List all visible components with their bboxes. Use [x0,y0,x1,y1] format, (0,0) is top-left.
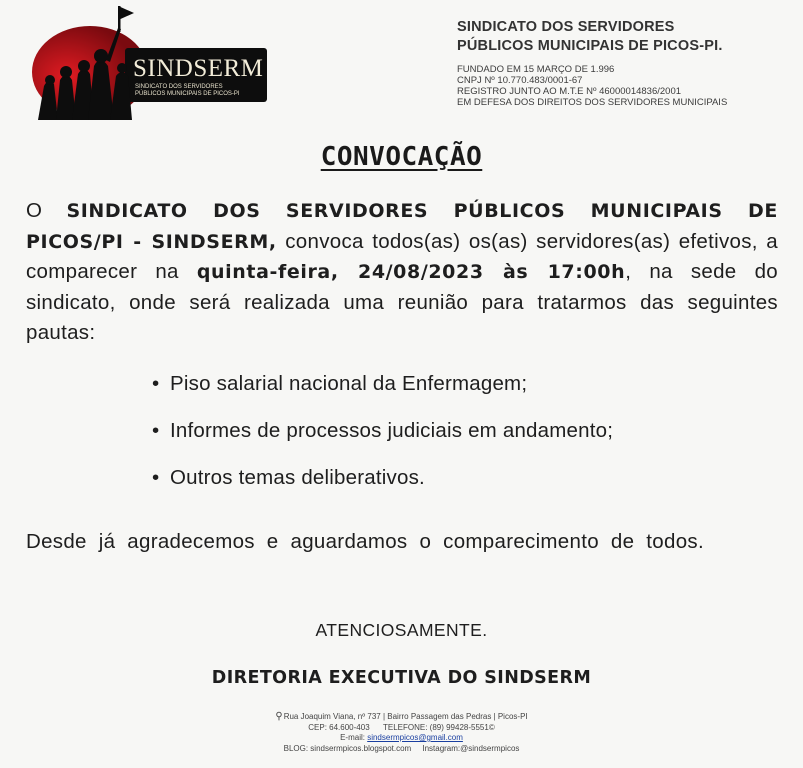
footer [0,712,803,754]
intro-text: O [26,199,67,222]
location-pin-icon: ⚲ [275,711,283,722]
org-fact: EM DEFESA DOS DIREITOS DOS SERVIDORES MUNICIPAIS [457,97,728,108]
footer-email-label: E-mail: [340,733,368,742]
logo-subtitle [135,84,267,98]
closing-paragraph: Desde já agradecemos e aguardamos o comparecimento de todos. [26,530,704,553]
footer-address: Rua Joaquim Viana, nº 737 | Bairro Passagem das Pedras | Picos-PI [283,712,528,721]
logo-subtitle-line: PÚBLICOS MUNICIPAIS DE PICOS-PI [135,91,240,97]
footer-address-line [0,712,803,723]
logo-subtitle-line: SINDICATO DOS SERVIDORES [135,84,223,90]
org-name-line: SINDICATO DOS SERVIDORES [457,19,675,35]
org-fact: REGISTRO JUNTO AO M.T.E Nº 46000014836/2001 [457,86,682,97]
footer-blog: BLOG: sindsermpicos.blogspot.com [283,743,412,753]
footer-instagram: Instagram:@sindsermpicos [422,743,520,753]
logo-title: SINDSERM [133,55,264,82]
meeting-datetime: quinta-feira, 24/08/2023 às 17:00h [196,261,626,283]
body-text: , na sede do sindicato, onde será realizada uma reunião para tratarmos das seguintes pautas: [26,260,778,344]
agenda-item-text: Outros temas deliberativos. [170,466,425,489]
agenda-item-text: Informes de processos judiciais em andamento; [170,419,614,442]
bullet-icon: • [152,372,160,395]
body-text: convoca todos(as) os(as) servidores(as) efetivos, a comparecer na [26,229,778,283]
agenda-item [152,419,613,466]
org-name-line: PÚBLICOS MUNICIPAIS DE PICOS-PI. [457,38,723,54]
letterhead-info [457,18,797,108]
footer-contact-line [0,723,803,734]
sindserm-logo [30,4,270,122]
org-facts [457,64,797,108]
agenda-item [152,466,613,513]
footer-cep: CEP: 64.600-403 [308,722,370,732]
whatsapp-icon: © [488,722,495,732]
signature: DIRETORIA EXECUTIVA DO SINDSERM [211,668,592,688]
footer-email-link[interactable]: sindsermpicos@gmail.com [367,733,463,742]
agenda-item [152,372,613,419]
org-fact: CNPJ Nº 10.770.483/0001-67 [457,75,583,86]
agenda-item-text: Piso salarial nacional da Enfermagem; [170,372,528,395]
footer-phone: TELEFONE: (89) 99428-5551 [382,722,489,732]
convocation-paragraph [26,196,778,349]
org-name [457,18,797,56]
org-fact: FUNDADO EM 15 MARÇO DE 1.996 [457,64,615,75]
footer-social-line [0,744,803,755]
agenda-list [152,372,613,513]
document-title: CONVOCAÇÃO [320,142,483,172]
bullet-icon: • [152,466,160,489]
bullet-icon: • [152,419,160,442]
regards: ATENCIOSAMENTE. [315,620,488,640]
org-bold-text: SINDICATO DOS SERVIDORES PÚBLICOS MUNICIPAIS DE PICOS/PI - SINDSERM, [26,200,778,253]
flag-icon [118,6,134,32]
footer-email-line [0,733,803,744]
